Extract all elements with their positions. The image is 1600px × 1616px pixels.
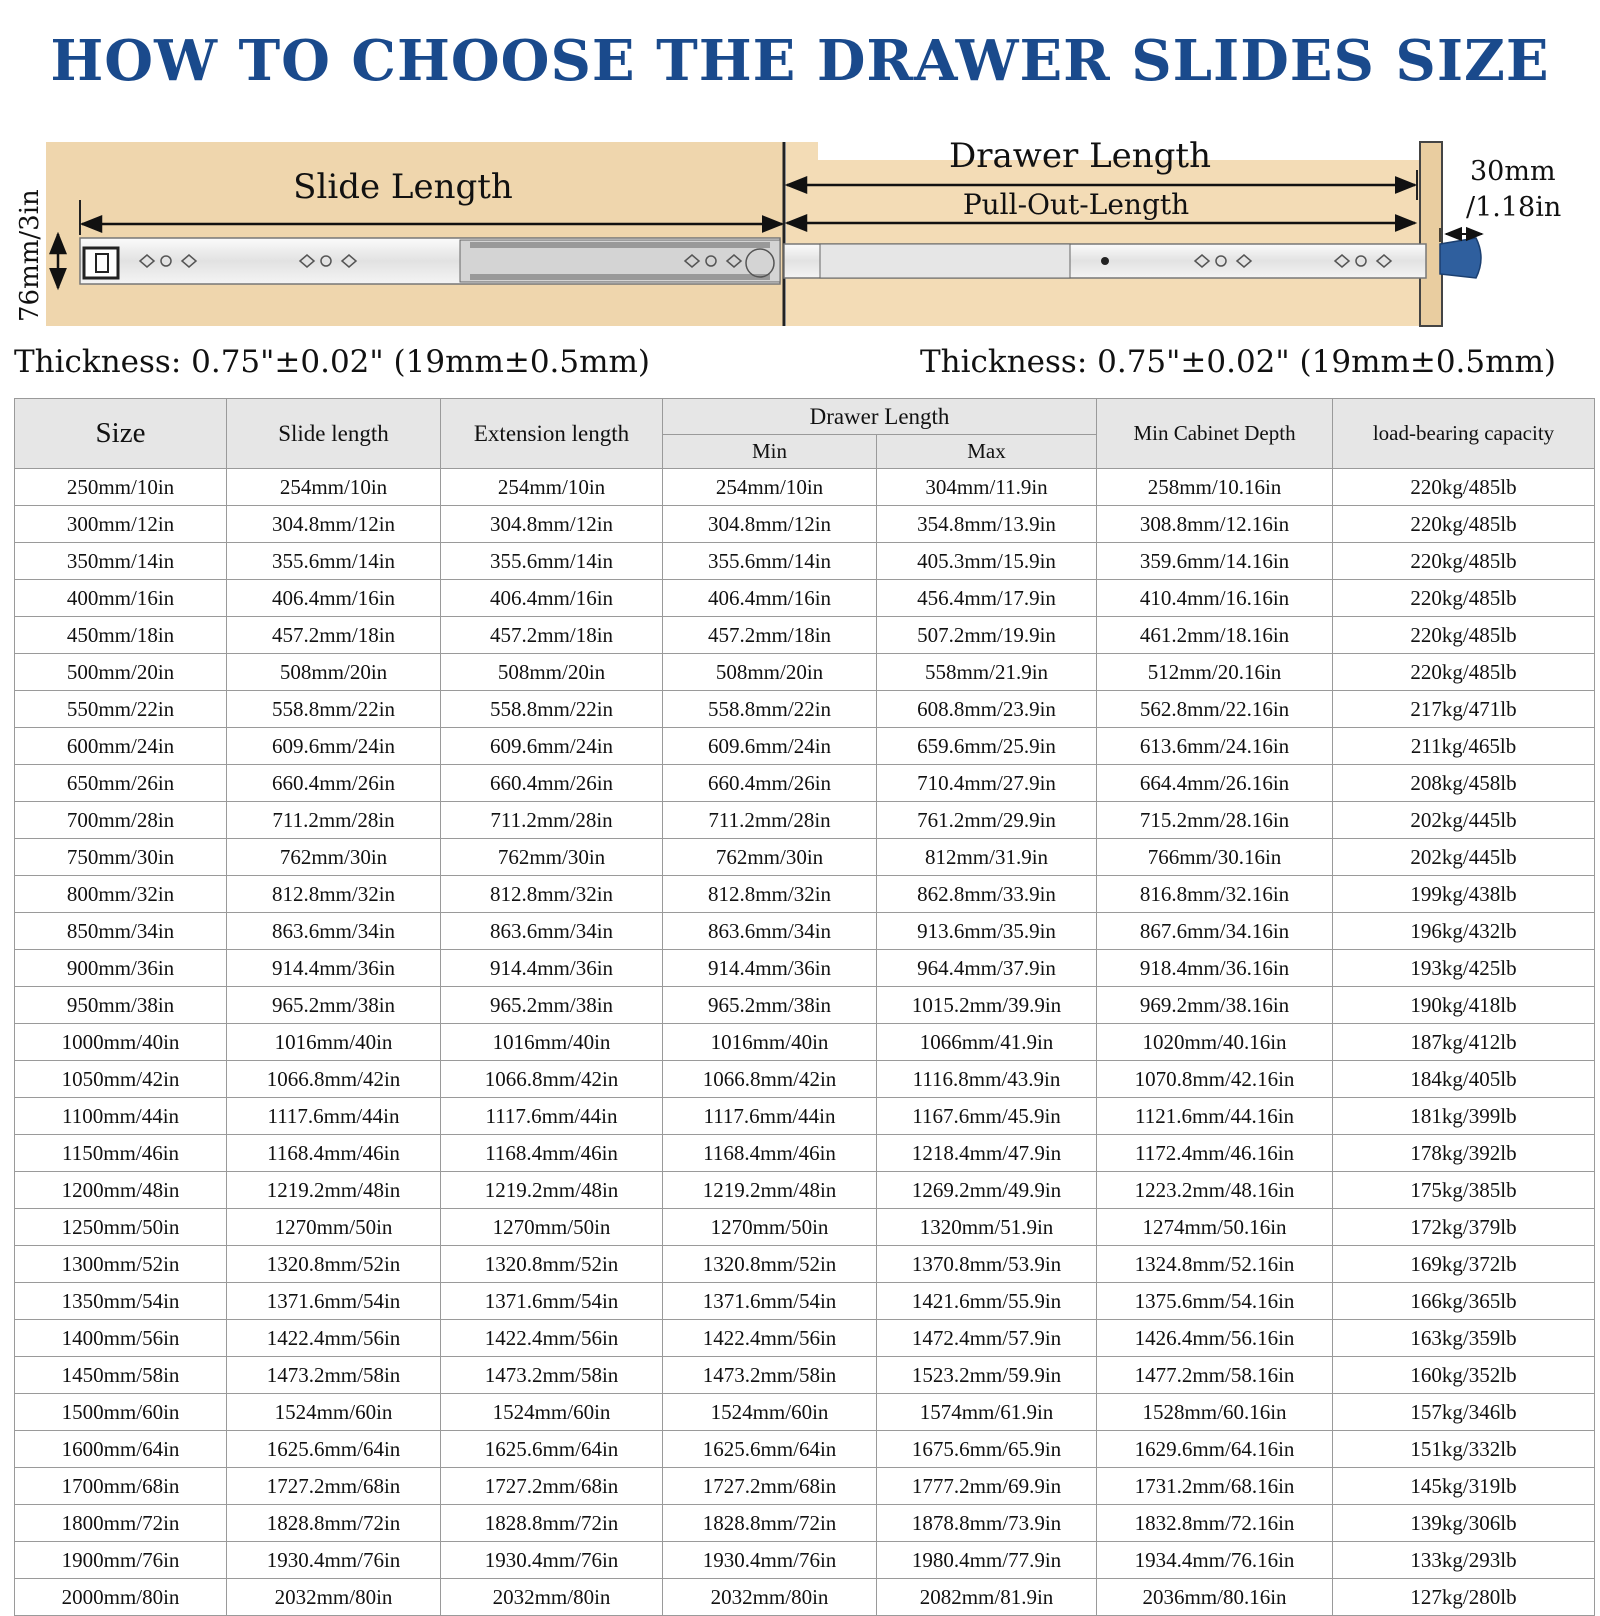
- load-capacity-cell: 160kg/352lb: [1333, 1357, 1595, 1394]
- size-cell: 1200mm/48in: [15, 1172, 227, 1209]
- drawer-max-cell: 1878.8mm/73.9in: [877, 1505, 1097, 1542]
- drawer-max-cell: 761.2mm/29.9in: [877, 802, 1097, 839]
- drawer-min-cell: 1117.6mm/44in: [663, 1098, 877, 1135]
- drawer-max-cell: 812mm/31.9in: [877, 839, 1097, 876]
- slide-length-cell: 1930.4mm/76in: [227, 1542, 441, 1579]
- table-row: [15, 1283, 1595, 1320]
- drawer-min-cell: 1727.2mm/68in: [663, 1468, 877, 1505]
- min-cabinet-depth-cell: 1324.8mm/52.16in: [1097, 1246, 1333, 1283]
- load-capacity-cell: 172kg/379lb: [1333, 1209, 1595, 1246]
- table-row: [15, 1172, 1595, 1209]
- drawer-max-cell: 1218.4mm/47.9in: [877, 1135, 1097, 1172]
- min-cabinet-depth-cell: 1477.2mm/58.16in: [1097, 1357, 1333, 1394]
- table-row: [15, 617, 1595, 654]
- slide-length-cell: 1320.8mm/52in: [227, 1246, 441, 1283]
- min-cabinet-depth-cell: 1172.4mm/46.16in: [1097, 1135, 1333, 1172]
- table-row: [15, 654, 1595, 691]
- slide-middle-rail: [820, 244, 1070, 278]
- slide-length-cell: 558.8mm/22in: [227, 691, 441, 728]
- slide-length-cell: 812.8mm/32in: [227, 876, 441, 913]
- drawer-min-cell: 762mm/30in: [663, 839, 877, 876]
- table-row: [15, 1024, 1595, 1061]
- table-row: [15, 1135, 1595, 1172]
- drawer-max-cell: 1066mm/41.9in: [877, 1024, 1097, 1061]
- drawer-min-cell: 660.4mm/26in: [663, 765, 877, 802]
- extension-length-cell: 558.8mm/22in: [441, 691, 663, 728]
- load-capacity-cell: 199kg/438lb: [1333, 876, 1595, 913]
- table-row: [15, 1579, 1595, 1616]
- extension-length-cell: 254mm/10in: [441, 469, 663, 506]
- extension-length-cell: 1168.4mm/46in: [441, 1135, 663, 1172]
- drawer-max-cell: 1523.2mm/59.9in: [877, 1357, 1097, 1394]
- load-capacity-cell: 220kg/485lb: [1333, 543, 1595, 580]
- size-cell: 650mm/26in: [15, 765, 227, 802]
- header-load-capacity: load-bearing capacity: [1333, 399, 1595, 469]
- thickness-note-right: Thickness: 0.75"±0.02" (19mm±0.5mm): [920, 344, 1557, 380]
- min-cabinet-depth-cell: 1274mm/50.16in: [1097, 1209, 1333, 1246]
- slide-length-cell: 863.6mm/34in: [227, 913, 441, 950]
- table-row: [15, 1468, 1595, 1505]
- slide-length-cell: 660.4mm/26in: [227, 765, 441, 802]
- size-cell: 1700mm/68in: [15, 1468, 227, 1505]
- table-row: [15, 913, 1595, 950]
- slide-length-cell: 355.6mm/14in: [227, 543, 441, 580]
- drawer-min-cell: 1320.8mm/52in: [663, 1246, 877, 1283]
- drawer-max-cell: 354.8mm/13.9in: [877, 506, 1097, 543]
- extension-length-cell: 406.4mm/16in: [441, 580, 663, 617]
- extension-length-cell: 965.2mm/38in: [441, 987, 663, 1024]
- header-drawer-length: Drawer Length: [663, 399, 1097, 435]
- size-cell: 1900mm/76in: [15, 1542, 227, 1579]
- drawer-max-cell: 558mm/21.9in: [877, 654, 1097, 691]
- size-cell: 1300mm/52in: [15, 1246, 227, 1283]
- thickness-note-left: Thickness: 0.75"±0.02" (19mm±0.5mm): [14, 344, 651, 380]
- table-row: [15, 1098, 1595, 1135]
- table-row: [15, 1209, 1595, 1246]
- release-lever-icon: [1440, 238, 1481, 278]
- drawer-min-cell: 1625.6mm/64in: [663, 1431, 877, 1468]
- drawer-max-cell: 913.6mm/35.9in: [877, 913, 1097, 950]
- load-capacity-cell: 151kg/332lb: [1333, 1431, 1595, 1468]
- extension-length-cell: 609.6mm/24in: [441, 728, 663, 765]
- slide-length-cell: 1625.6mm/64in: [227, 1431, 441, 1468]
- slide-length-cell: 254mm/10in: [227, 469, 441, 506]
- pull-out-length-label: Pull-Out-Length: [962, 188, 1190, 221]
- load-capacity-cell: 181kg/399lb: [1333, 1098, 1595, 1135]
- load-capacity-cell: 220kg/485lb: [1333, 617, 1595, 654]
- table-row: [15, 506, 1595, 543]
- drawer-min-cell: 1930.4mm/76in: [663, 1542, 877, 1579]
- extension-length-cell: 863.6mm/34in: [441, 913, 663, 950]
- table-row: [15, 1394, 1595, 1431]
- load-capacity-cell: 220kg/485lb: [1333, 654, 1595, 691]
- table-row: [15, 1246, 1595, 1283]
- slide-length-cell: 406.4mm/16in: [227, 580, 441, 617]
- slide-length-cell: 457.2mm/18in: [227, 617, 441, 654]
- drawer-min-cell: 2032mm/80in: [663, 1579, 877, 1616]
- table-row: [15, 950, 1595, 987]
- load-capacity-cell: 220kg/485lb: [1333, 506, 1595, 543]
- min-cabinet-depth-cell: 258mm/10.16in: [1097, 469, 1333, 506]
- extension-length-cell: 914.4mm/36in: [441, 950, 663, 987]
- size-cell: 1050mm/42in: [15, 1061, 227, 1098]
- min-cabinet-depth-cell: 1375.6mm/54.16in: [1097, 1283, 1333, 1320]
- drawer-front: [1420, 142, 1442, 326]
- drawer-min-cell: 914.4mm/36in: [663, 950, 877, 987]
- size-cell: 1800mm/72in: [15, 1505, 227, 1542]
- size-cell: 1000mm/40in: [15, 1024, 227, 1061]
- size-cell: 1100mm/44in: [15, 1098, 227, 1135]
- drawer-max-cell: 2082mm/81.9in: [877, 1579, 1097, 1616]
- drawer-min-cell: 965.2mm/38in: [663, 987, 877, 1024]
- table-row: [15, 728, 1595, 765]
- extension-length-cell: 1727.2mm/68in: [441, 1468, 663, 1505]
- slide-length-cell: 762mm/30in: [227, 839, 441, 876]
- extension-length-cell: 1625.6mm/64in: [441, 1431, 663, 1468]
- drawer-max-cell: 1675.6mm/65.9in: [877, 1431, 1097, 1468]
- height-label: 76mm/3in: [15, 189, 45, 322]
- extension-length-cell: 1016mm/40in: [441, 1024, 663, 1061]
- slide-length-cell: 1270mm/50in: [227, 1209, 441, 1246]
- drawer-min-cell: 812.8mm/32in: [663, 876, 877, 913]
- slide-length-cell: 1371.6mm/54in: [227, 1283, 441, 1320]
- load-capacity-cell: 157kg/346lb: [1333, 1394, 1595, 1431]
- min-cabinet-depth-cell: 1629.6mm/64.16in: [1097, 1431, 1333, 1468]
- extension-length-cell: 304.8mm/12in: [441, 506, 663, 543]
- min-cabinet-depth-cell: 1121.6mm/44.16in: [1097, 1098, 1333, 1135]
- drawer-min-cell: 1828.8mm/72in: [663, 1505, 877, 1542]
- min-cabinet-depth-cell: 308.8mm/12.16in: [1097, 506, 1333, 543]
- extension-length-cell: 1117.6mm/44in: [441, 1098, 663, 1135]
- min-cabinet-depth-cell: 664.4mm/26.16in: [1097, 765, 1333, 802]
- drawer-max-cell: 507.2mm/19.9in: [877, 617, 1097, 654]
- drawer-length-label: Drawer Length: [949, 136, 1211, 176]
- min-cabinet-depth-cell: 918.4mm/36.16in: [1097, 950, 1333, 987]
- min-cabinet-depth-cell: 715.2mm/28.16in: [1097, 802, 1333, 839]
- extension-length-cell: 355.6mm/14in: [441, 543, 663, 580]
- drawer-max-cell: 456.4mm/17.9in: [877, 580, 1097, 617]
- size-cell: 950mm/38in: [15, 987, 227, 1024]
- drawer-min-cell: 1219.2mm/48in: [663, 1172, 877, 1209]
- size-cell: 2000mm/80in: [15, 1579, 227, 1616]
- table-row: [15, 543, 1595, 580]
- extension-length-cell: 762mm/30in: [441, 839, 663, 876]
- size-cell: 850mm/34in: [15, 913, 227, 950]
- min-cabinet-depth-cell: 1528mm/60.16in: [1097, 1394, 1333, 1431]
- load-capacity-cell: 202kg/445lb: [1333, 802, 1595, 839]
- table-row: [15, 1357, 1595, 1394]
- table-row: [15, 691, 1595, 728]
- size-table: [14, 398, 1595, 1616]
- drawer-max-cell: 1167.6mm/45.9in: [877, 1098, 1097, 1135]
- load-capacity-cell: 175kg/385lb: [1333, 1172, 1595, 1209]
- slide-length-cell: 965.2mm/38in: [227, 987, 441, 1024]
- table-row: [15, 1505, 1595, 1542]
- extension-length-cell: 660.4mm/26in: [441, 765, 663, 802]
- min-cabinet-depth-cell: 1223.2mm/48.16in: [1097, 1172, 1333, 1209]
- slide-length-cell: 1219.2mm/48in: [227, 1172, 441, 1209]
- size-cell: 900mm/36in: [15, 950, 227, 987]
- slide-length-cell: 1117.6mm/44in: [227, 1098, 441, 1135]
- drawer-max-cell: 659.6mm/25.9in: [877, 728, 1097, 765]
- size-cell: 450mm/18in: [15, 617, 227, 654]
- min-cabinet-depth-cell: 562.8mm/22.16in: [1097, 691, 1333, 728]
- load-capacity-cell: 220kg/485lb: [1333, 580, 1595, 617]
- min-cabinet-depth-cell: 613.6mm/24.16in: [1097, 728, 1333, 765]
- size-cell: 700mm/28in: [15, 802, 227, 839]
- drawer-min-cell: 406.4mm/16in: [663, 580, 877, 617]
- min-cabinet-depth-cell: 1832.8mm/72.16in: [1097, 1505, 1333, 1542]
- drawer-min-cell: 609.6mm/24in: [663, 728, 877, 765]
- slide-length-cell: 1473.2mm/58in: [227, 1357, 441, 1394]
- drawer-min-cell: 1422.4mm/56in: [663, 1320, 877, 1357]
- extension-length-cell: 508mm/20in: [441, 654, 663, 691]
- drawer-min-cell: 254mm/10in: [663, 469, 877, 506]
- drawer-max-cell: 1320mm/51.9in: [877, 1209, 1097, 1246]
- slide-length-cell: 1168.4mm/46in: [227, 1135, 441, 1172]
- table-row: [15, 802, 1595, 839]
- drawer-max-cell: 1980.4mm/77.9in: [877, 1542, 1097, 1579]
- slide-length-cell: 1016mm/40in: [227, 1024, 441, 1061]
- table-row: [15, 765, 1595, 802]
- extension-length-cell: 812.8mm/32in: [441, 876, 663, 913]
- drawer-min-cell: 558.8mm/22in: [663, 691, 877, 728]
- slide-length-cell: 508mm/20in: [227, 654, 441, 691]
- load-capacity-cell: 166kg/365lb: [1333, 1283, 1595, 1320]
- size-cell: 350mm/14in: [15, 543, 227, 580]
- size-cell: 400mm/16in: [15, 580, 227, 617]
- drawer-min-cell: 508mm/20in: [663, 654, 877, 691]
- page-title: HOW TO CHOOSE THE DRAWER SLIDES SIZE: [50, 28, 1550, 94]
- extension-length-cell: 2032mm/80in: [441, 1579, 663, 1616]
- drawer-max-cell: 1269.2mm/49.9in: [877, 1172, 1097, 1209]
- header-min-cabinet-depth: Min Cabinet Depth: [1097, 399, 1333, 469]
- drawer-max-cell: 1370.8mm/53.9in: [877, 1246, 1097, 1283]
- slide-length-label: Slide Length: [293, 167, 513, 207]
- extension-length-cell: 1219.2mm/48in: [441, 1172, 663, 1209]
- min-cabinet-depth-cell: 410.4mm/16.16in: [1097, 580, 1333, 617]
- drawer-min-cell: 1473.2mm/58in: [663, 1357, 877, 1394]
- table-row: [15, 876, 1595, 913]
- size-cell: 800mm/32in: [15, 876, 227, 913]
- min-cabinet-depth-cell: 867.6mm/34.16in: [1097, 913, 1333, 950]
- size-cell: 1450mm/58in: [15, 1357, 227, 1394]
- min-cabinet-depth-cell: 969.2mm/38.16in: [1097, 987, 1333, 1024]
- table-row: [15, 580, 1595, 617]
- load-capacity-cell: 184kg/405lb: [1333, 1061, 1595, 1098]
- min-cabinet-depth-cell: 1070.8mm/42.16in: [1097, 1061, 1333, 1098]
- table-row: [15, 839, 1595, 876]
- drawer-max-cell: 1421.6mm/55.9in: [877, 1283, 1097, 1320]
- slide-length-cell: 1727.2mm/68in: [227, 1468, 441, 1505]
- min-cabinet-depth-cell: 1731.2mm/68.16in: [1097, 1468, 1333, 1505]
- load-capacity-cell: 178kg/392lb: [1333, 1135, 1595, 1172]
- slide-length-cell: 1524mm/60in: [227, 1394, 441, 1431]
- slide-length-cell: 2032mm/80in: [227, 1579, 441, 1616]
- load-capacity-cell: 193kg/425lb: [1333, 950, 1595, 987]
- load-capacity-cell: 202kg/445lb: [1333, 839, 1595, 876]
- drawer-max-cell: 304mm/11.9in: [877, 469, 1097, 506]
- table-row: [15, 469, 1595, 506]
- extension-length-cell: 1270mm/50in: [441, 1209, 663, 1246]
- header-extension-length: Extension length: [441, 399, 663, 469]
- size-cell: 600mm/24in: [15, 728, 227, 765]
- extension-length-cell: 1473.2mm/58in: [441, 1357, 663, 1394]
- load-capacity-cell: 163kg/359lb: [1333, 1320, 1595, 1357]
- drawer-min-cell: 457.2mm/18in: [663, 617, 877, 654]
- load-capacity-cell: 187kg/412lb: [1333, 1024, 1595, 1061]
- rear-bracket: [84, 248, 118, 278]
- table-row: [15, 1061, 1595, 1098]
- table-row: [15, 987, 1595, 1024]
- min-cabinet-depth-cell: 2036mm/80.16in: [1097, 1579, 1333, 1616]
- size-cell: 1600mm/64in: [15, 1431, 227, 1468]
- header-slide-length: Slide length: [227, 399, 441, 469]
- load-capacity-cell: 145kg/319lb: [1333, 1468, 1595, 1505]
- drawer-min-cell: 1168.4mm/46in: [663, 1135, 877, 1172]
- load-capacity-cell: 190kg/418lb: [1333, 987, 1595, 1024]
- size-cell: 250mm/10in: [15, 469, 227, 506]
- size-cell: 1500mm/60in: [15, 1394, 227, 1431]
- size-cell: 300mm/12in: [15, 506, 227, 543]
- drawer-max-cell: 964.4mm/37.9in: [877, 950, 1097, 987]
- extension-length-cell: 1422.4mm/56in: [441, 1320, 663, 1357]
- drawer-min-cell: 1016mm/40in: [663, 1024, 877, 1061]
- load-capacity-cell: 196kg/432lb: [1333, 913, 1595, 950]
- drawer-min-cell: 1066.8mm/42in: [663, 1061, 877, 1098]
- extension-length-cell: 1828.8mm/72in: [441, 1505, 663, 1542]
- size-cell: 1150mm/46in: [15, 1135, 227, 1172]
- load-capacity-cell: 217kg/471lb: [1333, 691, 1595, 728]
- drawer-max-cell: 1472.4mm/57.9in: [877, 1320, 1097, 1357]
- slide-length-cell: 609.6mm/24in: [227, 728, 441, 765]
- header-size: Size: [15, 399, 227, 469]
- slide-length-cell: 304.8mm/12in: [227, 506, 441, 543]
- min-cabinet-depth-cell: 461.2mm/18.16in: [1097, 617, 1333, 654]
- extension-length-cell: 1930.4mm/76in: [441, 1542, 663, 1579]
- slide-length-cell: 711.2mm/28in: [227, 802, 441, 839]
- load-capacity-cell: 169kg/372lb: [1333, 1246, 1595, 1283]
- size-cell: 750mm/30in: [15, 839, 227, 876]
- load-capacity-cell: 208kg/458lb: [1333, 765, 1595, 802]
- drawer-min-cell: 863.6mm/34in: [663, 913, 877, 950]
- slide-length-cell: 1422.4mm/56in: [227, 1320, 441, 1357]
- drawer-min-cell: 1371.6mm/54in: [663, 1283, 877, 1320]
- size-cell: 500mm/20in: [15, 654, 227, 691]
- extension-length-cell: 1524mm/60in: [441, 1394, 663, 1431]
- drawer-max-cell: 405.3mm/15.9in: [877, 543, 1097, 580]
- extension-length-cell: 1066.8mm/42in: [441, 1061, 663, 1098]
- drawer-max-cell: 862.8mm/33.9in: [877, 876, 1097, 913]
- size-cell: 550mm/22in: [15, 691, 227, 728]
- drawer-min-cell: 1524mm/60in: [663, 1394, 877, 1431]
- size-cell: 1400mm/56in: [15, 1320, 227, 1357]
- size-cell: 1250mm/50in: [15, 1209, 227, 1246]
- min-cabinet-depth-cell: 1426.4mm/56.16in: [1097, 1320, 1333, 1357]
- extension-length-cell: 711.2mm/28in: [441, 802, 663, 839]
- min-cabinet-depth-cell: 512mm/20.16in: [1097, 654, 1333, 691]
- drawer-max-cell: 1574mm/61.9in: [877, 1394, 1097, 1431]
- drawer-min-cell: 1270mm/50in: [663, 1209, 877, 1246]
- min-cabinet-depth-cell: 1020mm/40.16in: [1097, 1024, 1333, 1061]
- table-row: [15, 1431, 1595, 1468]
- size-cell: 1350mm/54in: [15, 1283, 227, 1320]
- gap-label-line1: 30mm: [1470, 156, 1556, 187]
- header-drawer-max: Max: [877, 435, 1097, 469]
- slide-length-cell: 1066.8mm/42in: [227, 1061, 441, 1098]
- slide-length-cell: 914.4mm/36in: [227, 950, 441, 987]
- drawer-min-cell: 711.2mm/28in: [663, 802, 877, 839]
- slide-length-cell: 1828.8mm/72in: [227, 1505, 441, 1542]
- min-cabinet-depth-cell: 359.6mm/14.16in: [1097, 543, 1333, 580]
- drawer-max-cell: 1116.8mm/43.9in: [877, 1061, 1097, 1098]
- min-cabinet-depth-cell: 766mm/30.16in: [1097, 839, 1333, 876]
- drawer-max-cell: 608.8mm/23.9in: [877, 691, 1097, 728]
- load-capacity-cell: 220kg/485lb: [1333, 469, 1595, 506]
- table-row: [15, 1320, 1595, 1357]
- drawer-slide-diagram: [0, 130, 1600, 340]
- drawer-max-cell: 1777.2mm/69.9in: [877, 1468, 1097, 1505]
- extension-length-cell: 1320.8mm/52in: [441, 1246, 663, 1283]
- header-drawer-min: Min: [663, 435, 877, 469]
- drawer-min-cell: 355.6mm/14in: [663, 543, 877, 580]
- size-table-body: [15, 469, 1595, 1616]
- load-capacity-cell: 127kg/280lb: [1333, 1579, 1595, 1616]
- extension-length-cell: 1371.6mm/54in: [441, 1283, 663, 1320]
- drawer-max-cell: 1015.2mm/39.9in: [877, 987, 1097, 1024]
- extension-length-cell: 457.2mm/18in: [441, 617, 663, 654]
- load-capacity-cell: 211kg/465lb: [1333, 728, 1595, 765]
- drawer-max-cell: 710.4mm/27.9in: [877, 765, 1097, 802]
- drawer-min-cell: 304.8mm/12in: [663, 506, 877, 543]
- load-capacity-cell: 133kg/293lb: [1333, 1542, 1595, 1579]
- min-cabinet-depth-cell: 816.8mm/32.16in: [1097, 876, 1333, 913]
- min-cabinet-depth-cell: 1934.4mm/76.16in: [1097, 1542, 1333, 1579]
- gap-label-line2: /1.18in: [1466, 192, 1562, 223]
- load-capacity-cell: 139kg/306lb: [1333, 1505, 1595, 1542]
- table-row: [15, 1542, 1595, 1579]
